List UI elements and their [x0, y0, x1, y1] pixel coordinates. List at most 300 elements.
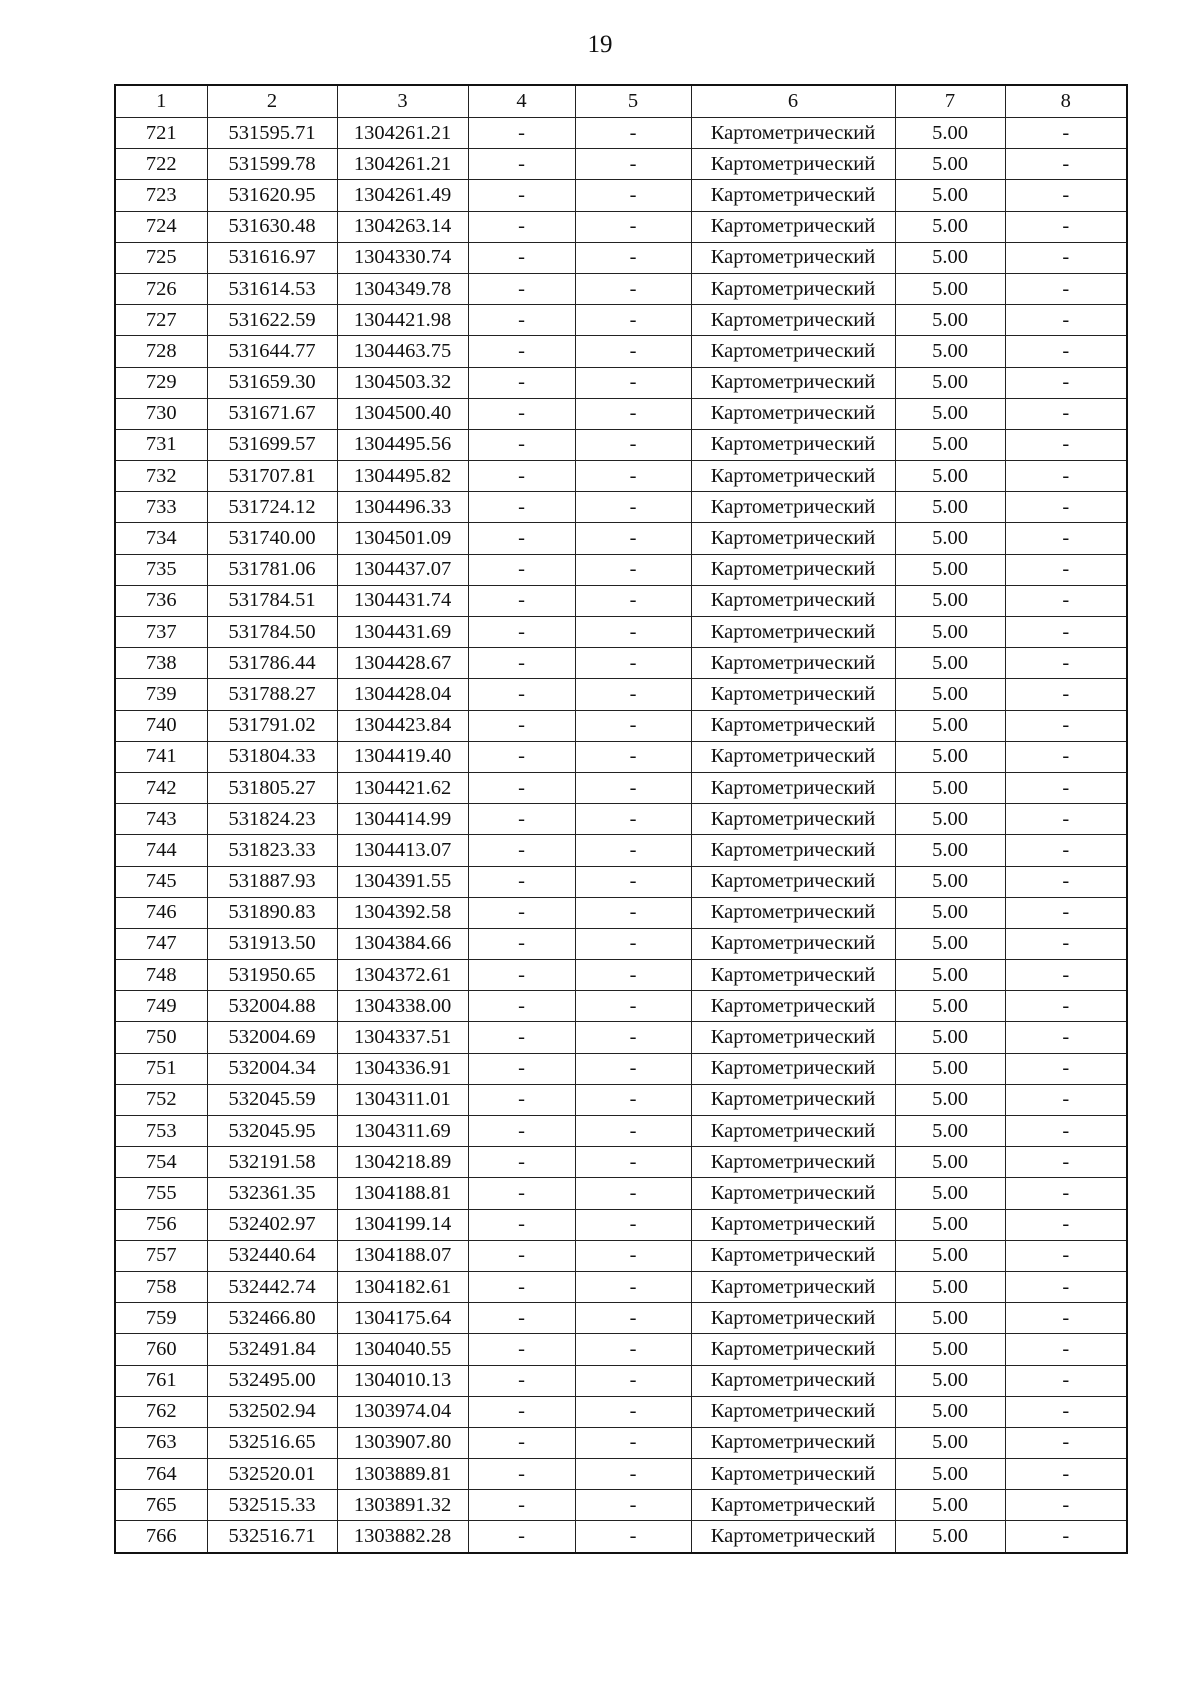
accuracy-cell: 5.00 — [895, 336, 1005, 367]
point-number-cell: 733 — [115, 492, 207, 523]
y-coordinate-cell: 1304311.01 — [337, 1084, 468, 1115]
col5-cell: - — [575, 960, 691, 991]
col5-cell: - — [575, 1334, 691, 1365]
col5-cell: - — [575, 1396, 691, 1427]
x-coordinate-cell: 531781.06 — [207, 554, 337, 585]
col5-cell: - — [575, 1521, 691, 1553]
accuracy-cell: 5.00 — [895, 149, 1005, 180]
x-coordinate-cell: 532491.84 — [207, 1334, 337, 1365]
table-row — [115, 211, 1127, 242]
y-coordinate-cell: 1304261.21 — [337, 118, 468, 149]
table-row — [115, 554, 1127, 585]
col4-cell: - — [468, 1303, 575, 1334]
accuracy-cell: 5.00 — [895, 835, 1005, 866]
col5-cell: - — [575, 492, 691, 523]
col4-cell: - — [468, 523, 575, 554]
col8-cell: - — [1005, 429, 1127, 460]
column-header-3: 3 — [337, 85, 468, 118]
method-cell: Картометрический — [691, 741, 895, 772]
col5-cell: - — [575, 741, 691, 772]
x-coordinate-cell: 531823.33 — [207, 835, 337, 866]
accuracy-cell: 5.00 — [895, 180, 1005, 211]
y-coordinate-cell: 1304337.51 — [337, 1022, 468, 1053]
method-cell: Картометрический — [691, 1116, 895, 1147]
x-coordinate-cell: 531707.81 — [207, 461, 337, 492]
accuracy-cell: 5.00 — [895, 554, 1005, 585]
col4-cell: - — [468, 1396, 575, 1427]
y-coordinate-cell: 1303974.04 — [337, 1396, 468, 1427]
method-cell: Картометрический — [691, 1209, 895, 1240]
x-coordinate-cell: 531805.27 — [207, 772, 337, 803]
table-row — [115, 273, 1127, 304]
x-coordinate-cell: 532466.80 — [207, 1303, 337, 1334]
point-number-cell: 734 — [115, 523, 207, 554]
col4-cell: - — [468, 554, 575, 585]
accuracy-cell: 5.00 — [895, 1303, 1005, 1334]
col4-cell: - — [468, 367, 575, 398]
table-row — [115, 648, 1127, 679]
col4-cell: - — [468, 305, 575, 336]
point-number-cell: 756 — [115, 1209, 207, 1240]
accuracy-cell: 5.00 — [895, 305, 1005, 336]
point-number-cell: 764 — [115, 1459, 207, 1490]
col8-cell: - — [1005, 211, 1127, 242]
method-cell: Картометрический — [691, 1334, 895, 1365]
point-number-cell: 761 — [115, 1365, 207, 1396]
x-coordinate-cell: 532004.69 — [207, 1022, 337, 1053]
y-coordinate-cell: 1304428.04 — [337, 679, 468, 710]
table-row — [115, 1303, 1127, 1334]
x-coordinate-cell: 531890.83 — [207, 897, 337, 928]
accuracy-cell: 5.00 — [895, 804, 1005, 835]
table-row — [115, 960, 1127, 991]
table-row — [115, 1334, 1127, 1365]
accuracy-cell: 5.00 — [895, 211, 1005, 242]
method-cell: Картометрический — [691, 429, 895, 460]
table-row — [115, 741, 1127, 772]
table-body — [115, 118, 1127, 1553]
col5-cell: - — [575, 648, 691, 679]
x-coordinate-cell: 531791.02 — [207, 710, 337, 741]
y-coordinate-cell: 1304414.99 — [337, 804, 468, 835]
col8-cell: - — [1005, 554, 1127, 585]
table-row — [115, 835, 1127, 866]
col4-cell: - — [468, 1178, 575, 1209]
table-row — [115, 523, 1127, 554]
col8-cell: - — [1005, 585, 1127, 616]
method-cell: Картометрический — [691, 273, 895, 304]
point-number-cell: 755 — [115, 1178, 207, 1209]
x-coordinate-cell: 531950.65 — [207, 960, 337, 991]
method-cell: Картометрический — [691, 492, 895, 523]
col5-cell: - — [575, 772, 691, 803]
point-number-cell: 747 — [115, 928, 207, 959]
table-row — [115, 866, 1127, 897]
method-cell: Картометрический — [691, 772, 895, 803]
point-number-cell: 730 — [115, 398, 207, 429]
x-coordinate-cell: 531644.77 — [207, 336, 337, 367]
x-coordinate-cell: 531630.48 — [207, 211, 337, 242]
point-number-cell: 759 — [115, 1303, 207, 1334]
col4-cell: - — [468, 741, 575, 772]
point-number-cell: 762 — [115, 1396, 207, 1427]
col5-cell: - — [575, 1084, 691, 1115]
table-row — [115, 991, 1127, 1022]
col8-cell: - — [1005, 523, 1127, 554]
method-cell: Картометрический — [691, 1521, 895, 1553]
accuracy-cell: 5.00 — [895, 429, 1005, 460]
col8-cell: - — [1005, 710, 1127, 741]
y-coordinate-cell: 1304431.69 — [337, 617, 468, 648]
col5-cell: - — [575, 928, 691, 959]
table-row — [115, 1178, 1127, 1209]
col8-cell: - — [1005, 1209, 1127, 1240]
table-row — [115, 429, 1127, 460]
table-row — [115, 461, 1127, 492]
col5-cell: - — [575, 585, 691, 616]
point-number-cell: 737 — [115, 617, 207, 648]
col4-cell: - — [468, 835, 575, 866]
col5-cell: - — [575, 897, 691, 928]
method-cell: Картометрический — [691, 1303, 895, 1334]
method-cell: Картометрический — [691, 1490, 895, 1521]
table-row — [115, 1427, 1127, 1458]
column-header-1: 1 — [115, 85, 207, 118]
table-row — [115, 1084, 1127, 1115]
x-coordinate-cell: 531659.30 — [207, 367, 337, 398]
y-coordinate-cell: 1304413.07 — [337, 835, 468, 866]
y-coordinate-cell: 1304372.61 — [337, 960, 468, 991]
col4-cell: - — [468, 1022, 575, 1053]
x-coordinate-cell: 532502.94 — [207, 1396, 337, 1427]
y-coordinate-cell: 1304261.21 — [337, 149, 468, 180]
x-coordinate-cell: 532516.65 — [207, 1427, 337, 1458]
x-coordinate-cell: 532520.01 — [207, 1459, 337, 1490]
y-coordinate-cell: 1304349.78 — [337, 273, 468, 304]
col8-cell: - — [1005, 1053, 1127, 1084]
col4-cell: - — [468, 991, 575, 1022]
method-cell: Картометрический — [691, 180, 895, 211]
table-header — [115, 85, 1127, 118]
col8-cell: - — [1005, 960, 1127, 991]
col8-cell: - — [1005, 242, 1127, 273]
table-row — [115, 1209, 1127, 1240]
col5-cell: - — [575, 617, 691, 648]
col4-cell: - — [468, 1147, 575, 1178]
y-coordinate-cell: 1304423.84 — [337, 710, 468, 741]
col8-cell: - — [1005, 679, 1127, 710]
col8-cell: - — [1005, 118, 1127, 149]
accuracy-cell: 5.00 — [895, 710, 1005, 741]
col8-cell: - — [1005, 461, 1127, 492]
table-row — [115, 1116, 1127, 1147]
accuracy-cell: 5.00 — [895, 118, 1005, 149]
page-number: 19 — [587, 31, 613, 58]
y-coordinate-cell: 1304421.62 — [337, 772, 468, 803]
accuracy-cell: 5.00 — [895, 1147, 1005, 1178]
method-cell: Картометрический — [691, 149, 895, 180]
accuracy-cell: 5.00 — [895, 772, 1005, 803]
col8-cell: - — [1005, 398, 1127, 429]
y-coordinate-cell: 1304311.69 — [337, 1116, 468, 1147]
col5-cell: - — [575, 336, 691, 367]
y-coordinate-cell: 1303889.81 — [337, 1459, 468, 1490]
col4-cell: - — [468, 180, 575, 211]
col4-cell: - — [468, 1459, 575, 1490]
col5-cell: - — [575, 1427, 691, 1458]
accuracy-cell: 5.00 — [895, 1396, 1005, 1427]
x-coordinate-cell: 531595.71 — [207, 118, 337, 149]
x-coordinate-cell: 531620.95 — [207, 180, 337, 211]
accuracy-cell: 5.00 — [895, 991, 1005, 1022]
accuracy-cell: 5.00 — [895, 648, 1005, 679]
y-coordinate-cell: 1304188.07 — [337, 1240, 468, 1271]
accuracy-cell: 5.00 — [895, 960, 1005, 991]
y-coordinate-cell: 1304501.09 — [337, 523, 468, 554]
x-coordinate-cell: 532004.34 — [207, 1053, 337, 1084]
col5-cell: - — [575, 1459, 691, 1490]
accuracy-cell: 5.00 — [895, 1022, 1005, 1053]
col5-cell: - — [575, 866, 691, 897]
y-coordinate-cell: 1304431.74 — [337, 585, 468, 616]
col4-cell: - — [468, 398, 575, 429]
col5-cell: - — [575, 710, 691, 741]
col5-cell: - — [575, 118, 691, 149]
col5-cell: - — [575, 1490, 691, 1521]
method-cell: Картометрический — [691, 1022, 895, 1053]
col8-cell: - — [1005, 804, 1127, 835]
col5-cell: - — [575, 554, 691, 585]
accuracy-cell: 5.00 — [895, 1240, 1005, 1271]
x-coordinate-cell: 531599.78 — [207, 149, 337, 180]
accuracy-cell: 5.00 — [895, 617, 1005, 648]
point-number-cell: 740 — [115, 710, 207, 741]
x-coordinate-cell: 531824.23 — [207, 804, 337, 835]
table-row — [115, 1240, 1127, 1271]
y-coordinate-cell: 1304338.00 — [337, 991, 468, 1022]
point-number-cell: 754 — [115, 1147, 207, 1178]
col4-cell: - — [468, 492, 575, 523]
point-number-cell: 728 — [115, 336, 207, 367]
y-coordinate-cell: 1304384.66 — [337, 928, 468, 959]
col4-cell: - — [468, 1084, 575, 1115]
column-header-2: 2 — [207, 85, 337, 118]
method-cell: Картометрический — [691, 523, 895, 554]
accuracy-cell: 5.00 — [895, 679, 1005, 710]
x-coordinate-cell: 532045.59 — [207, 1084, 337, 1115]
x-coordinate-cell: 531784.50 — [207, 617, 337, 648]
y-coordinate-cell: 1304495.82 — [337, 461, 468, 492]
col5-cell: - — [575, 1053, 691, 1084]
col8-cell: - — [1005, 1084, 1127, 1115]
col8-cell: - — [1005, 1521, 1127, 1553]
col8-cell: - — [1005, 336, 1127, 367]
y-coordinate-cell: 1304263.14 — [337, 211, 468, 242]
col4-cell: - — [468, 648, 575, 679]
table-row — [115, 1490, 1127, 1521]
point-number-cell: 736 — [115, 585, 207, 616]
accuracy-cell: 5.00 — [895, 523, 1005, 554]
column-header-8: 8 — [1005, 85, 1127, 118]
method-cell: Картометрический — [691, 1427, 895, 1458]
method-cell: Картометрический — [691, 1459, 895, 1490]
method-cell: Картометрический — [691, 211, 895, 242]
point-number-cell: 757 — [115, 1240, 207, 1271]
method-cell: Картометрический — [691, 897, 895, 928]
method-cell: Картометрический — [691, 1053, 895, 1084]
accuracy-cell: 5.00 — [895, 1116, 1005, 1147]
method-cell: Картометрический — [691, 710, 895, 741]
col5-cell: - — [575, 242, 691, 273]
table-row — [115, 118, 1127, 149]
x-coordinate-cell: 532045.95 — [207, 1116, 337, 1147]
point-number-cell: 729 — [115, 367, 207, 398]
col8-cell: - — [1005, 1240, 1127, 1271]
table-row — [115, 710, 1127, 741]
method-cell: Картометрический — [691, 1271, 895, 1302]
accuracy-cell: 5.00 — [895, 1053, 1005, 1084]
accuracy-cell: 5.00 — [895, 492, 1005, 523]
method-cell: Картометрический — [691, 1365, 895, 1396]
method-cell: Картометрический — [691, 866, 895, 897]
table-row — [115, 367, 1127, 398]
accuracy-cell: 5.00 — [895, 1521, 1005, 1553]
column-header-7: 7 — [895, 85, 1005, 118]
point-number-cell: 735 — [115, 554, 207, 585]
y-coordinate-cell: 1304188.81 — [337, 1178, 468, 1209]
method-cell: Картометрический — [691, 242, 895, 273]
col5-cell: - — [575, 461, 691, 492]
accuracy-cell: 5.00 — [895, 585, 1005, 616]
col8-cell: - — [1005, 928, 1127, 959]
x-coordinate-cell: 531616.97 — [207, 242, 337, 273]
method-cell: Картометрический — [691, 617, 895, 648]
col5-cell: - — [575, 1178, 691, 1209]
point-number-cell: 763 — [115, 1427, 207, 1458]
col8-cell: - — [1005, 180, 1127, 211]
col5-cell: - — [575, 523, 691, 554]
accuracy-cell: 5.00 — [895, 928, 1005, 959]
x-coordinate-cell: 531913.50 — [207, 928, 337, 959]
col5-cell: - — [575, 305, 691, 336]
x-coordinate-cell: 532515.33 — [207, 1490, 337, 1521]
table-row — [115, 617, 1127, 648]
y-coordinate-cell: 1304428.67 — [337, 648, 468, 679]
header-row — [115, 85, 1127, 118]
point-number-cell: 725 — [115, 242, 207, 273]
col4-cell: - — [468, 1271, 575, 1302]
col8-cell: - — [1005, 305, 1127, 336]
col5-cell: - — [575, 991, 691, 1022]
col8-cell: - — [1005, 1147, 1127, 1178]
y-coordinate-cell: 1304261.49 — [337, 180, 468, 211]
accuracy-cell: 5.00 — [895, 866, 1005, 897]
x-coordinate-cell: 531887.93 — [207, 866, 337, 897]
y-coordinate-cell: 1304336.91 — [337, 1053, 468, 1084]
point-number-cell: 726 — [115, 273, 207, 304]
table-row — [115, 336, 1127, 367]
table-row — [115, 1396, 1127, 1427]
table-row — [115, 242, 1127, 273]
col4-cell: - — [468, 118, 575, 149]
col8-cell: - — [1005, 367, 1127, 398]
x-coordinate-cell: 531671.67 — [207, 398, 337, 429]
x-coordinate-cell: 532361.35 — [207, 1178, 337, 1209]
method-cell: Картометрический — [691, 118, 895, 149]
y-coordinate-cell: 1304463.75 — [337, 336, 468, 367]
col4-cell: - — [468, 804, 575, 835]
col4-cell: - — [468, 585, 575, 616]
point-number-cell: 743 — [115, 804, 207, 835]
col4-cell: - — [468, 960, 575, 991]
y-coordinate-cell: 1304392.58 — [337, 897, 468, 928]
method-cell: Картометрический — [691, 960, 895, 991]
col8-cell: - — [1005, 1334, 1127, 1365]
x-coordinate-cell: 531622.59 — [207, 305, 337, 336]
x-coordinate-cell: 532495.00 — [207, 1365, 337, 1396]
col8-cell: - — [1005, 1022, 1127, 1053]
col4-cell: - — [468, 211, 575, 242]
y-coordinate-cell: 1304503.32 — [337, 367, 468, 398]
point-number-cell: 746 — [115, 897, 207, 928]
table-row — [115, 305, 1127, 336]
col4-cell: - — [468, 149, 575, 180]
y-coordinate-cell: 1304421.98 — [337, 305, 468, 336]
x-coordinate-cell: 531788.27 — [207, 679, 337, 710]
col8-cell: - — [1005, 648, 1127, 679]
accuracy-cell: 5.00 — [895, 1427, 1005, 1458]
y-coordinate-cell: 1304495.56 — [337, 429, 468, 460]
y-coordinate-cell: 1304437.07 — [337, 554, 468, 585]
method-cell: Картометрический — [691, 554, 895, 585]
table-row — [115, 1053, 1127, 1084]
col4-cell: - — [468, 1116, 575, 1147]
point-number-cell: 760 — [115, 1334, 207, 1365]
y-coordinate-cell: 1304040.55 — [337, 1334, 468, 1365]
column-header-6: 6 — [691, 85, 895, 118]
y-coordinate-cell: 1304199.14 — [337, 1209, 468, 1240]
y-coordinate-cell: 1304500.40 — [337, 398, 468, 429]
point-number-cell: 749 — [115, 991, 207, 1022]
col5-cell: - — [575, 429, 691, 460]
col4-cell: - — [468, 429, 575, 460]
col4-cell: - — [468, 1053, 575, 1084]
col5-cell: - — [575, 835, 691, 866]
col8-cell: - — [1005, 617, 1127, 648]
table-row — [115, 492, 1127, 523]
accuracy-cell: 5.00 — [895, 367, 1005, 398]
col8-cell: - — [1005, 1459, 1127, 1490]
col5-cell: - — [575, 180, 691, 211]
table-row — [115, 928, 1127, 959]
method-cell: Картометрический — [691, 928, 895, 959]
y-coordinate-cell: 1304496.33 — [337, 492, 468, 523]
column-header-5: 5 — [575, 85, 691, 118]
col8-cell: - — [1005, 1490, 1127, 1521]
col5-cell: - — [575, 1022, 691, 1053]
point-number-cell: 732 — [115, 461, 207, 492]
col5-cell: - — [575, 398, 691, 429]
col8-cell: - — [1005, 492, 1127, 523]
col8-cell: - — [1005, 1303, 1127, 1334]
table-row — [115, 149, 1127, 180]
col4-cell: - — [468, 273, 575, 304]
method-cell: Картометрический — [691, 835, 895, 866]
accuracy-cell: 5.00 — [895, 1178, 1005, 1209]
x-coordinate-cell: 531724.12 — [207, 492, 337, 523]
point-number-cell: 738 — [115, 648, 207, 679]
col4-cell: - — [468, 1427, 575, 1458]
